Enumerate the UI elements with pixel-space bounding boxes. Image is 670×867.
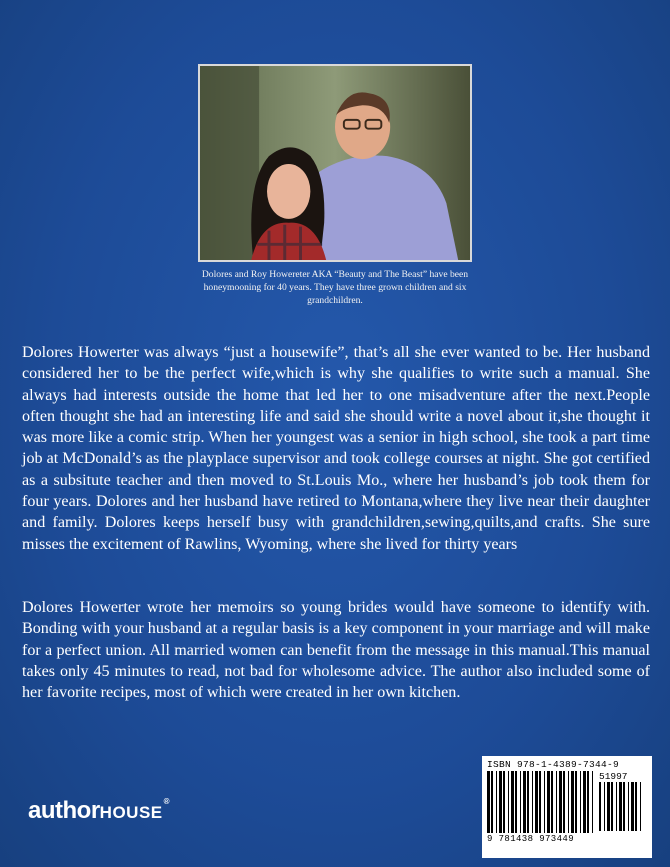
barcode-bar [604,782,605,831]
price-barcode-bars [599,782,643,831]
barcode-bar [640,782,641,831]
barcode-bar [599,782,601,831]
ean-barcode-bars [487,771,595,833]
barcode-bar [515,771,517,833]
photo-caption: Dolores and Roy Howereter AKA “Beauty and The Beast” have been honeymooning for 40 years. They have three grown children and six grandchildren. [201,269,469,306]
barcode-bar [623,782,625,831]
isbn-barcode [482,756,652,858]
barcode-bar [511,771,514,833]
barcode-bar [563,771,565,833]
barcode-bar [547,771,550,833]
barcode-bar [556,771,557,833]
publisher-name-bold: author [28,797,100,824]
barcode-bar [587,771,589,833]
barcode-digits: 9 781438 973449 [487,834,575,844]
barcode-bar [551,771,553,833]
barcode-bar [607,782,610,831]
barcode-bar [631,782,634,831]
barcode-bar [499,771,502,833]
barcode-bar [580,771,581,833]
barcode-bar [592,771,593,833]
barcode-bar [544,771,545,833]
barcode-bar [635,782,637,831]
publisher-name-caps: HOUSE [99,803,163,822]
barcode-bar [508,771,509,833]
isbn-text: ISBN 978-1-4389-7344-9 [487,759,620,770]
author-photo [198,64,472,262]
barcode-bar [539,771,541,833]
registered-mark: ® [163,797,170,806]
barcode-bar [491,771,493,833]
barcode-bar [575,771,577,833]
price-code: 51997 [599,771,628,782]
author-photo-image [200,66,470,260]
barcode-bar [568,771,569,833]
barcode-bar [619,782,622,831]
barcode-bar [527,771,529,833]
barcode-bar [503,771,505,833]
barcode-bar [535,771,538,833]
barcode-bar [611,782,613,831]
barcode-bar [520,771,521,833]
author-bio: Dolores Howerter was always “just a housewife”, that’s all she ever wanted to be. Her husband considered her to be the perfect wife,which is why she qualifies to write such a manual. She always had interests outside the home that led her to one misadventure after the next.People often thought she had an interesting life and said she should write a novel about it,she thought it was more like a comic strip. When her youngest was a senior in high school, she took a part time job at McDonald’s as the playplace supervisor and took college courses at night. She got certified as a subsitute teacher and then moved to St.Louis Mo., where her husband’s job took them for four years. Dolores and her husband have retired to Montana,where they live near their daughter and family. Dolores keeps herself busy with grandchildren,sewing,quilts,and crafts. She sure misses the excitement of Rawlins, Wyoming, where she lived for thirty years [22,344,650,553]
barcode-bar [532,771,533,833]
book-blurb: Dolores Howerter wrote her memoirs so young brides would have someone to identify with. Bonding with your husband at a regular basis is a key component in your marriage and will make for a perfect union. All married women can benefit from the message in this manual.This manual takes only 45 minutes to read, not bad for wholesome advice. The author also included some of her favorite recipes, most of which were created in her own kitchen. [22,599,650,702]
publisher-logo [28,797,169,825]
barcode-bar [583,771,586,833]
barcode-bar [487,771,490,833]
barcode-bar [496,771,497,833]
barcode-bar [571,771,574,833]
barcode-bar [616,782,617,831]
barcode-bar [559,771,562,833]
barcode-bar [628,782,629,831]
barcode-bar [523,771,526,833]
